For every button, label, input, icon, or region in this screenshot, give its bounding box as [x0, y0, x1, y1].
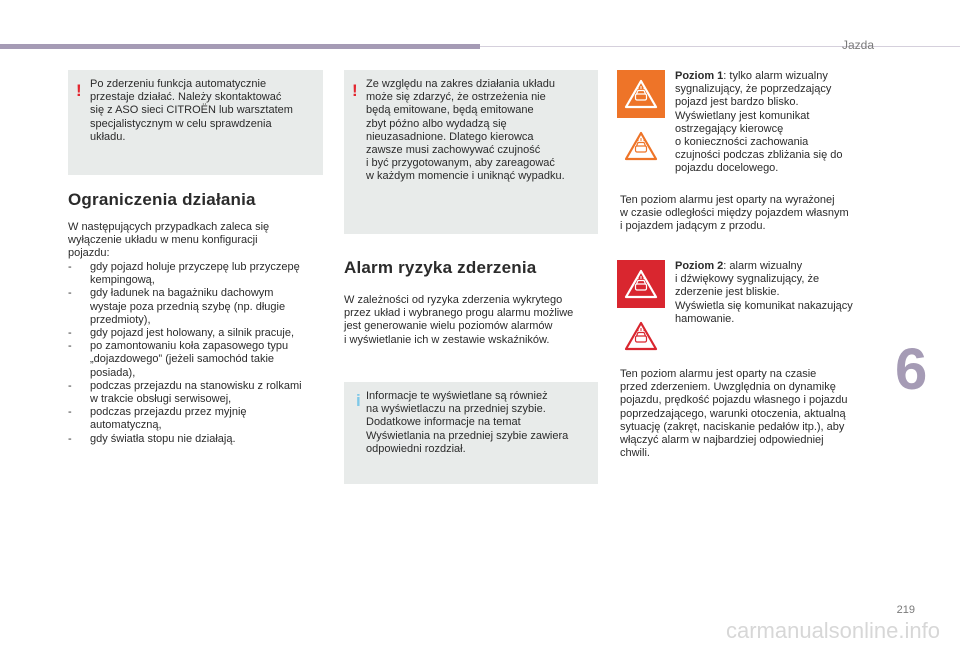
- info-text: Informacje te wyświetlane są również na wyświetlaczu na przedniej szybie. Dodatkowe informacje na temat Wyświetlania na przedniej szybie zawiera odpowiedni rozdział.: [366, 390, 569, 455]
- warning-text: Ze względu na zakres działania układu może się zdarzyć, że ostrzeżenia nie będą emitowane, będą emitowane zbyt późno albo wydadzą się nieuzasadnione. Dlatego kierowca zawsze musi zachowywać czujność i być przygotowanym, aby zareagować w każdym momencie i uniknąć wypadku.: [366, 78, 565, 183]
- level2-label: Poziom 2: [675, 260, 724, 272]
- warning-text: Po zderzeniu funkcja automatycznie przestaje działać. Należy skontaktować się z ASO sieci CITROËN lub warsztatem specjalistycznym w celu sprawdzenia układu.: [90, 78, 293, 143]
- collision-alert-level2-icon: [617, 260, 665, 308]
- warning-icon: !: [76, 81, 82, 100]
- chapter-number: 6: [895, 337, 928, 402]
- level2-basis: Ten poziom alarmu jest oparty na czasie przed zderzeniem. Uwzględnia on dynamikę pojazdu, prędkość pojazdu własnego i pojazdu poprzedzającego, warunki otoczenia, aktualną sytuację (zakręt, naciskanie pedałów itp.), aby włączyć alarm w najbardziej odpowiedniej chwili.: [620, 368, 848, 460]
- list-item: - gdy ładunek na bagażniku dachowym wystaje poza przednią szybę (np. długie przedmioty),: [68, 287, 330, 327]
- collision-alert-level1-icon: [617, 70, 665, 118]
- header-divider: [480, 46, 960, 47]
- limitations-list: [68, 261, 330, 446]
- collision-alert-level2-outline-icon: [617, 312, 665, 360]
- list-item: - gdy pojazd holuje przyczepę lub przyczepę kempingową,: [68, 261, 330, 287]
- heading-limitations: Ograniczenia działania: [68, 190, 256, 209]
- list-item: - podczas przejazdu na stanowisku z rolkami w trakcie obsługi serwisowej,: [68, 380, 330, 406]
- page-number: 219: [896, 604, 915, 616]
- level1-text: : tylko alarm wizualny sygnalizujący, że poprzedzający pojazd jest bardzo blisko. Wyświetlany jest komunikat ostrzegający kierowcę o konieczności zachowania czujności podczas zbliżania się do pojazdu docelowego.: [675, 70, 843, 175]
- list-item: - podczas przejazdu przez myjnię automatyczną,: [68, 406, 330, 432]
- level2-text: : alarm wizualny i dźwiękowy sygnalizujący, że zderzenie jest bliskie. Wyświetla się komunikat nakazujący hamowanie.: [675, 260, 853, 325]
- level1-basis: Ten poziom alarmu jest oparty na wyrażonej w czasie odległości między pojazdem własnym i pojazdem jadącym z przodu.: [620, 194, 849, 233]
- collision-alert-level1-outline-icon: [617, 122, 665, 170]
- heading-collision-alert: Alarm ryzyka zderzenia: [344, 258, 537, 277]
- warning-box-vigilance: [344, 70, 598, 234]
- section-title: Jazda: [841, 38, 874, 52]
- collision-alert-intro: W zależności od ryzyka zderzenia wykrytego przez układ i wybranego progu alarmu możliwe jest generowanie wielu poziomów alarmów i wyświetlanie ich w zestawie wskaźników.: [344, 294, 574, 346]
- watermark: carmanualsonline.info: [725, 618, 940, 643]
- info-box-hud: [344, 382, 598, 484]
- level1-label: Poziom 1: [675, 70, 724, 82]
- list-item: - gdy światła stopu nie działają.: [68, 433, 330, 446]
- level2-description: [675, 260, 885, 326]
- level1-description: [675, 70, 875, 176]
- list-item: - gdy pojazd jest holowany, a silnik pracuje,: [68, 327, 330, 340]
- info-icon: i: [356, 391, 361, 410]
- warning-box-auto-off: [68, 70, 323, 175]
- list-item: - po zamontowaniu koła zapasowego typu „dojazdowego” (jeżeli samochód takie posiada),: [68, 340, 330, 380]
- warning-icon: !: [352, 81, 358, 100]
- limitations-intro: W następujących przypadkach zaleca się wyłączenie układu w menu konfiguracji pojazdu:: [68, 221, 270, 260]
- header-accent-bar: [0, 44, 480, 49]
